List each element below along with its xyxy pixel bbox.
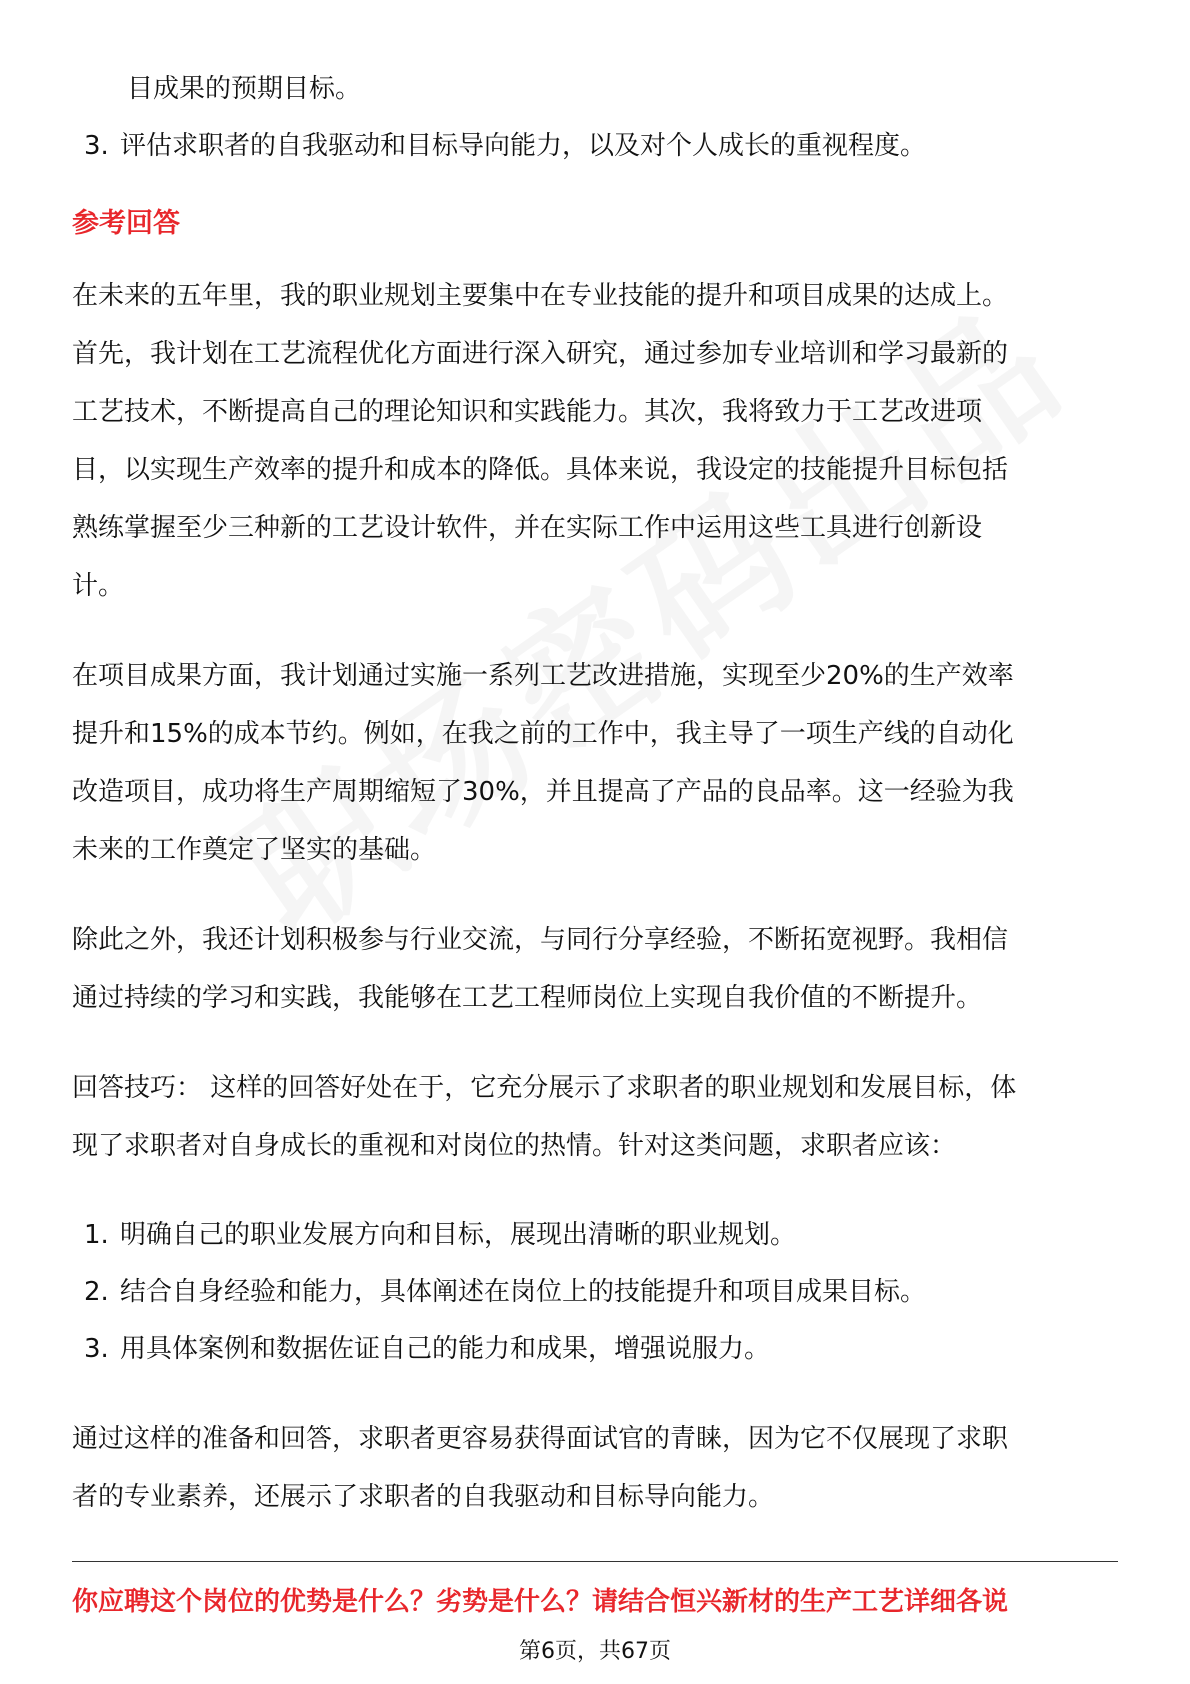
answer-paragraph-2 bbox=[72, 647, 1118, 879]
page-number: 第6页，共67页 bbox=[519, 1639, 671, 1664]
text-line: 在未来的五年里，我的职业规划主要集中在专业技能的提升和项目成果的达成上。 bbox=[72, 281, 1009, 311]
text-line: 在项目成果方面，我计划通过实施一系列工艺改进措施，实现至少20%的生产效率 bbox=[72, 661, 1014, 691]
text-line: 改造项目，成功将生产周期缩短了30%，并且提高了产品的良品率。这一经验为我 bbox=[72, 777, 1014, 807]
text-line: 工艺技术，不断提高自己的理论知识和实践能力。其次，我将致力于工艺改进项 bbox=[72, 397, 983, 427]
list-item bbox=[72, 1264, 1118, 1321]
closing-paragraph bbox=[72, 1410, 1118, 1526]
text-line: 回答技巧： 这样的回答好处在于，它充分展示了求职者的职业规划和发展目标，体 bbox=[72, 1073, 1017, 1103]
text-line: 现了求职者对自身成长的重视和对岗位的热情。针对这类问题，求职者应该： bbox=[72, 1131, 957, 1161]
tips-list bbox=[72, 1207, 1118, 1378]
list-text: 明确自己的职业发展方向和目标，展现出清晰的职业规划。 bbox=[120, 1220, 797, 1250]
list-item bbox=[72, 1321, 1118, 1378]
text-line: 目，以实现生产效率的提升和成本的降低。具体来说，我设定的技能提升目标包括 bbox=[72, 455, 1009, 485]
list-number: 2. bbox=[84, 1277, 109, 1307]
text-line: 提升和15%的成本节约。例如，在我之前的工作中，我主导了一项生产线的自动化 bbox=[72, 719, 1014, 749]
list-text: 结合自身经验和能力，具体阐述在岗位上的技能提升和项目成果目标。 bbox=[120, 1277, 927, 1307]
answer-paragraph-3 bbox=[72, 911, 1118, 1027]
answer-heading: 参考回答 bbox=[72, 208, 180, 239]
answer-paragraph-1 bbox=[72, 267, 1118, 615]
list-text: 评估求职者的自我驱动和目标导向能力，以及对个人成长的重视程度。 bbox=[120, 131, 927, 161]
intro-continuation: 目成果的预期目标。 bbox=[127, 74, 362, 104]
text-line: 未来的工作奠定了坚实的基础。 bbox=[72, 835, 437, 865]
text-line: 通过这样的准备和回答，求职者更容易获得面试官的青睐，因为它不仅展现了求职 bbox=[72, 1424, 1009, 1454]
text-line: 首先，我计划在工艺流程优化方面进行深入研究，通过参加专业培训和学习最新的 bbox=[72, 339, 1009, 369]
list-item bbox=[72, 118, 1118, 175]
list-text: 用具体案例和数据佐证自己的能力和成果，增强说服力。 bbox=[120, 1334, 771, 1364]
text-line: 者的专业素养，还展示了求职者的自我驱动和目标导向能力。 bbox=[72, 1482, 775, 1512]
text-line: 计。 bbox=[72, 571, 125, 601]
text-line: 除此之外，我还计划积极参与行业交流，与同行分享经验，不断拓宽视野。我相信 bbox=[72, 925, 1009, 955]
section-divider bbox=[72, 1561, 1118, 1562]
intro-list bbox=[72, 118, 1118, 175]
text-line: 熟练掌握至少三种新的工艺设计软件，并在实际工作中运用这些工具进行创新设 bbox=[72, 513, 983, 543]
list-number: 3. bbox=[84, 131, 109, 161]
list-number: 3. bbox=[84, 1334, 109, 1364]
next-question-heading: 你应聘这个岗位的优势是什么？劣势是什么？请结合恒兴新材的生产工艺详细各说 bbox=[72, 1587, 1009, 1617]
text-line: 通过持续的学习和实践，我能够在工艺工程师岗位上实现自我价值的不断提升。 bbox=[72, 983, 983, 1013]
list-number: 1. bbox=[84, 1220, 109, 1250]
list-item bbox=[72, 1207, 1118, 1264]
tips-paragraph bbox=[72, 1059, 1118, 1175]
page-content bbox=[72, 60, 1118, 1558]
